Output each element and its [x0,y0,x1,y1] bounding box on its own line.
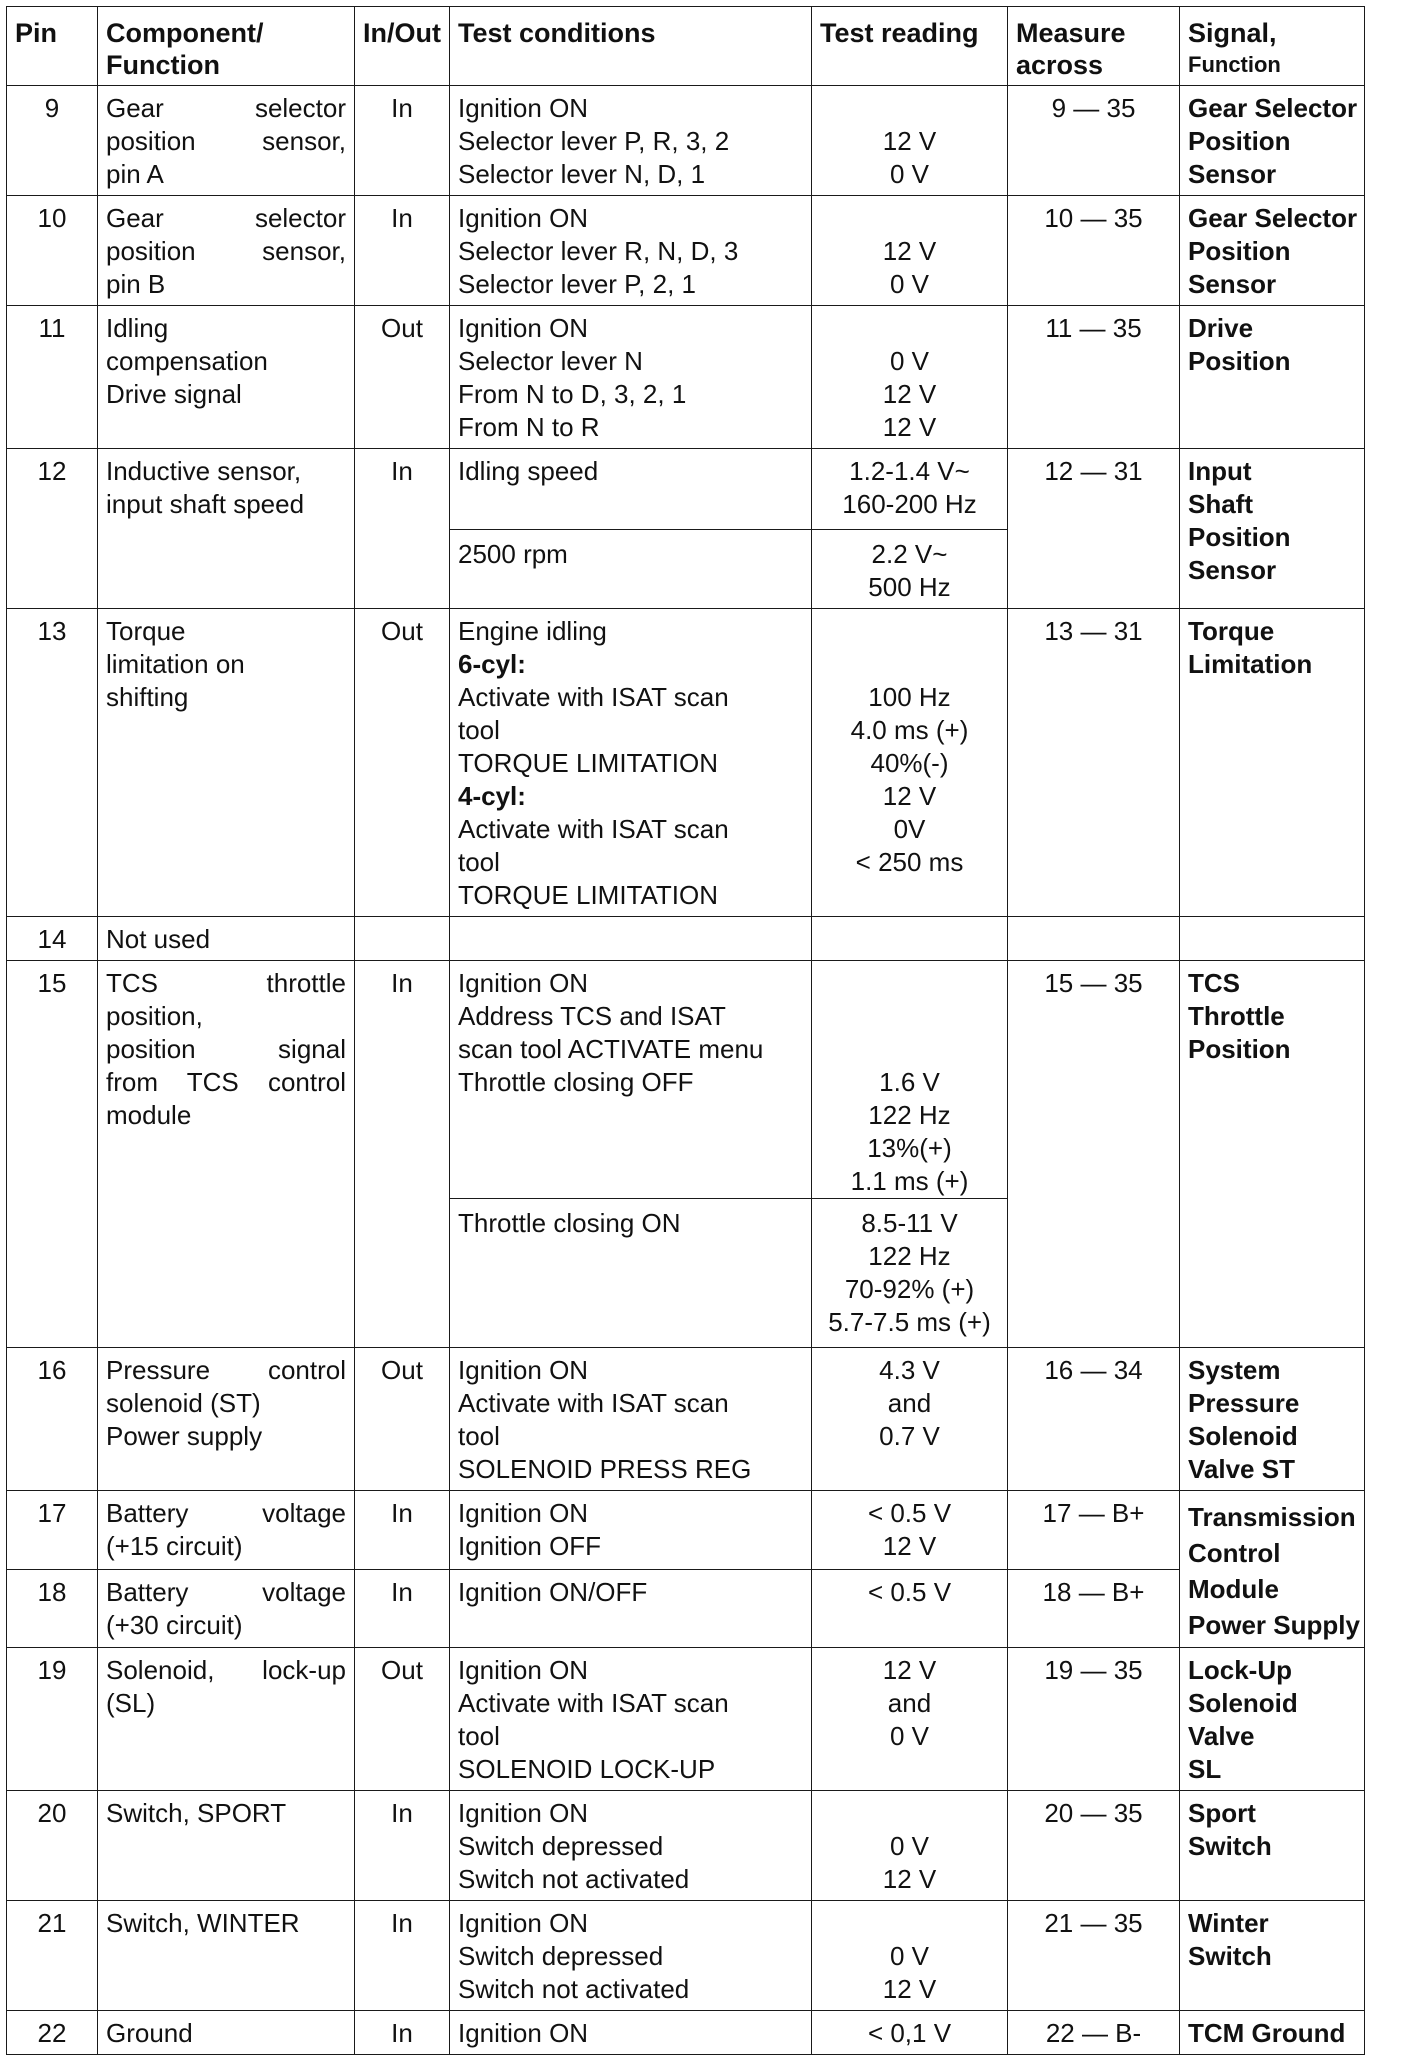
component-cell: TCS throttle position, position signal from TCS control module [98,961,355,1348]
component-cell: Gear selector position sensor, pin B [98,196,355,306]
pin-number: 11 [7,306,98,449]
header-row [7,7,1365,86]
in-out-cell: Out [355,1648,450,1791]
component-cell: Battery voltage (+15 circuit) [98,1491,355,1570]
signal-function-cell: Sport Switch [1180,1791,1365,1901]
table-row [7,86,1365,196]
test-conditions-cell [450,917,812,961]
test-conditions-cell: Ignition ON Activate with ISAT scan tool SOLENOID PRESS REG [450,1348,812,1491]
in-out-cell: In [355,961,450,1348]
test-reading-cell: 0 V 12 V 12 V [812,306,1008,449]
in-out-cell [355,917,450,961]
test-reading-cell: < 0,1 V [812,2011,1008,2055]
table-row [7,2011,1365,2055]
component-cell: Switch, SPORT [98,1791,355,1901]
component-cell: Inductive sensor, input shaft speed [98,449,355,609]
test-reading-cell: < 0.5 V [812,1569,1008,1648]
table-row [7,1348,1365,1491]
test-conditions-cell: Ignition ON Switch depressed Switch not activated [450,1901,812,2011]
table-row [7,1569,1365,1648]
table-row [7,1491,1365,1570]
measure-across-cell: 20 — 35 [1008,1791,1180,1901]
header-test-conditions: Test conditions [450,7,812,86]
in-out-cell: In [355,1901,450,2011]
pin-number: 12 [7,449,98,609]
measure-across-cell: 16 — 34 [1008,1348,1180,1491]
test-conditions-cell: Ignition ON [450,2011,812,2055]
test-conditions-cell: Engine idling 6-cyl: Activate with ISAT scan tool TORQUE LIMITATION 4-cyl: Activate with ISAT scan tool TORQUE LIMITATION [450,609,812,917]
test-reading-cell: 100 Hz 4.0 ms (+) 40%(-) 12 V 0V < 250 ms [812,609,1008,917]
pin-number: 17 [7,1491,98,1570]
test-conditions-cell: Ignition ON Ignition OFF [450,1491,812,1570]
test-reading-cell: 12 V 0 V [812,86,1008,196]
header-measure-across: Measure across [1008,7,1180,86]
component-cell: Torque limitation on shifting [98,609,355,917]
test-reading-cell: 1.6 V 122 Hz 13%(+) 1.1 ms (+) 8.5-11 V 122 Hz 70-92% (+) 5.7-7.5 ms (+) [812,961,1008,1348]
table-row [7,917,1365,961]
pin-number: 19 [7,1648,98,1791]
test-conditions-cell: Ignition ON Selector lever R, N, D, 3 Selector lever P, 2, 1 [450,196,812,306]
test-reading-cell: 0 V 12 V [812,1791,1008,1901]
signal-function-cell: TCS Throttle Position [1180,961,1365,1348]
test-reading-cell: 12 V and 0 V [812,1648,1008,1791]
signal-function-cell: Lock-Up Solenoid Valve SL [1180,1648,1365,1791]
in-out-cell: In [355,1491,450,1570]
measure-across-cell: 18 — B+ [1008,1569,1180,1648]
signal-function-cell: Winter Switch [1180,1901,1365,2011]
signal-function-cell: Torque Limitation [1180,609,1365,917]
table-row [7,449,1365,609]
test-reading-cell: 1.2-1.4 V~ 160-200 Hz 2.2 V~ 500 Hz [812,449,1008,609]
header-in-out: In/Out [355,7,450,86]
pin-number: 13 [7,609,98,917]
test-conditions-cell: Ignition ON Address TCS and ISAT scan tool ACTIVATE menu Throttle closing OFF Throttle closing ON [450,961,812,1348]
table-row [7,961,1365,1348]
test-conditions-cell: Ignition ON Selector lever N From N to D, 3, 2, 1 From N to R [450,306,812,449]
measure-across-cell: 15 — 35 [1008,961,1180,1348]
table-row [7,1901,1365,2011]
in-out-cell: In [355,1791,450,1901]
component-cell: Solenoid, lock-up (SL) [98,1648,355,1791]
signal-function-cell: System Pressure Solenoid Valve ST [1180,1348,1365,1491]
table-row [7,1648,1365,1791]
table-row [7,196,1365,306]
test-conditions-cell: Ignition ON Activate with ISAT scan tool SOLENOID LOCK-UP [450,1648,812,1791]
component-cell: Not used [98,917,355,961]
measure-across-cell: 19 — 35 [1008,1648,1180,1791]
measure-across-cell: 17 — B+ [1008,1491,1180,1570]
measure-across-cell: 10 — 35 [1008,196,1180,306]
pin-number: 14 [7,917,98,961]
in-out-cell: In [355,2011,450,2055]
measure-across-cell: 13 — 31 [1008,609,1180,917]
header-test-reading: Test reading [812,7,1008,86]
signal-function-cell: Drive Position [1180,306,1365,449]
signal-function-cell: TCM Ground [1180,2011,1365,2055]
signal-function-cell: Gear Selector Position Sensor [1180,86,1365,196]
test-conditions-cell: Ignition ON/OFF [450,1569,812,1648]
pin-number: 10 [7,196,98,306]
in-out-cell: Out [355,306,450,449]
header-signal-function: Signal, Function [1180,7,1365,86]
in-out-cell: In [355,1569,450,1648]
measure-across-cell: 9 — 35 [1008,86,1180,196]
test-conditions-cell: Idling speed 2500 rpm [450,449,812,609]
pin-number: 22 [7,2011,98,2055]
test-conditions-cell: Ignition ON Selector lever P, R, 3, 2 Selector lever N, D, 1 [450,86,812,196]
component-cell: Idling compensation Drive signal [98,306,355,449]
in-out-cell: In [355,449,450,609]
signal-function-cell: Transmission Control Module Power Supply [1180,1491,1365,1648]
pin-number: 16 [7,1348,98,1491]
measure-across-cell [1008,917,1180,961]
test-reading-cell: 0 V 12 V [812,1901,1008,2011]
pin-number: 15 [7,961,98,1348]
in-out-cell: In [355,196,450,306]
signal-function-cell: Input Shaft Position Sensor [1180,449,1365,609]
test-reading-cell [812,917,1008,961]
table-row [7,306,1365,449]
measure-across-cell: 11 — 35 [1008,306,1180,449]
table-row [7,1791,1365,1901]
component-cell: Gear selector position sensor, pin A [98,86,355,196]
measure-across-cell: 21 — 35 [1008,1901,1180,2011]
test-conditions-cell: Ignition ON Switch depressed Switch not activated [450,1791,812,1901]
header-component: Component/ Function [98,7,355,86]
signal-function-cell: Gear Selector Position Sensor [1180,196,1365,306]
component-cell: Ground [98,2011,355,2055]
pin-number: 20 [7,1791,98,1901]
measure-across-cell: 12 — 31 [1008,449,1180,609]
measure-across-cell: 22 — B- [1008,2011,1180,2055]
header-pin: Pin [7,7,98,86]
pin-number: 21 [7,1901,98,2011]
pin-number: 18 [7,1569,98,1648]
in-out-cell: In [355,86,450,196]
test-reading-cell: 4.3 V and 0.7 V [812,1348,1008,1491]
test-reading-cell: < 0.5 V 12 V [812,1491,1008,1570]
in-out-cell: Out [355,1348,450,1491]
signal-function-cell [1180,917,1365,961]
pin-number: 9 [7,86,98,196]
pin-test-table [6,6,1365,2055]
in-out-cell: Out [355,609,450,917]
component-cell: Pressure control solenoid (ST) Power supply [98,1348,355,1491]
test-reading-cell: 12 V 0 V [812,196,1008,306]
component-cell: Switch, WINTER [98,1901,355,2011]
table-row [7,609,1365,917]
component-cell: Battery voltage (+30 circuit) [98,1569,355,1648]
